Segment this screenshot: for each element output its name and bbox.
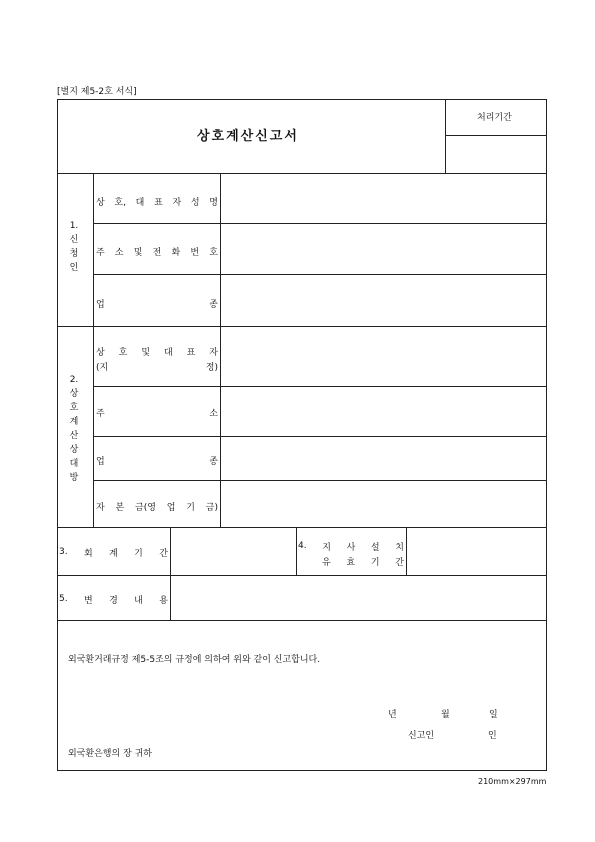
- applicant-name-value[interactable]: [221, 174, 546, 223]
- counterparty-industry-value[interactable]: [221, 437, 546, 480]
- date-year: 년: [388, 710, 397, 720]
- applicant-address-value[interactable]: [221, 224, 546, 274]
- counterparty-capital-label-char: 자: [96, 502, 105, 513]
- accounting-period-label-char: 기: [134, 548, 143, 559]
- applicant-address-label-char: 주: [96, 247, 105, 258]
- section2-title: [62, 373, 86, 485]
- counterparty-industry-label: [96, 454, 218, 466]
- form-code: [별지 제5-2호 서식]: [57, 87, 137, 97]
- counterparty-capital-label: [96, 500, 218, 512]
- counterparty-name-label-char: 호: [118, 347, 128, 358]
- applicant-name-label-char: 표: [154, 197, 163, 208]
- branch-validity-label-char: 간: [395, 557, 404, 568]
- section1-title-char: 인: [69, 263, 79, 273]
- section1-title-char: 신: [69, 235, 79, 245]
- accounting-period-label-char: 간: [159, 548, 168, 559]
- branch-establishment-label: [298, 540, 404, 552]
- applicant-name-label-char: 대: [135, 197, 145, 208]
- seal-label: 인: [488, 731, 497, 741]
- applicant-industry-label: [96, 297, 218, 309]
- counterparty-capital-label-char: 금): [205, 502, 218, 513]
- applicant-name-label-char: 호,: [114, 197, 126, 208]
- counterparty-capital-label-char: 기: [186, 502, 195, 513]
- date-day: 일: [489, 710, 498, 720]
- applicant-name-label: [96, 195, 218, 207]
- branch-validity-value[interactable]: [407, 528, 546, 575]
- branch-validity-label-char: 효: [346, 557, 356, 568]
- branch-establishment-label-char: 4.: [298, 541, 307, 551]
- applicant-industry-label-char: 업: [96, 299, 105, 310]
- counterparty-capital-label-char: 업: [166, 502, 176, 513]
- branch-establishment-label-char: 지: [322, 542, 331, 553]
- date-month: 월: [441, 710, 450, 720]
- declaration-text: 외국환거래규정 제5-5조의 규정에 의하여 위와 같이 신고합니다.: [68, 655, 321, 665]
- counterparty-industry-label-char: 업: [96, 456, 105, 467]
- applicant-name-label-char: 성: [190, 197, 200, 208]
- counterparty-name-label-line2: [96, 360, 218, 372]
- section1-title-char: 1.: [69, 221, 79, 231]
- section2-title-char: 호: [69, 403, 79, 413]
- processing-period-label: 처리기간: [477, 113, 512, 123]
- change-details-label: [59, 593, 168, 605]
- counterparty-name-label-line2-char: 정): [205, 362, 218, 373]
- processing-period-value[interactable]: [446, 136, 546, 173]
- accounting-period-label-char: 회: [83, 548, 93, 559]
- paper-size: 210mm×297mm: [478, 777, 547, 786]
- branch-validity-label-char: 유: [322, 557, 331, 568]
- section2-title-char: 계: [69, 417, 79, 427]
- reporter-label: 신고인: [408, 731, 435, 741]
- change-details-label-char: 내: [134, 595, 143, 606]
- document-title: 상호계산신고서: [197, 129, 299, 144]
- accounting-period-value[interactable]: [171, 528, 296, 575]
- section2-title-char: 산: [69, 431, 79, 441]
- branch-validity-label: [322, 555, 404, 567]
- section2-title-char: 대: [69, 459, 79, 469]
- section2-title-char: 방: [69, 473, 79, 483]
- addressee: 외국환은행의 장 귀하: [68, 749, 152, 759]
- counterparty-address-label-char: 주: [96, 408, 105, 419]
- applicant-address-label: [96, 245, 218, 257]
- change-details-label-char: 5.: [59, 594, 68, 604]
- change-details-label-char: 변: [83, 595, 93, 606]
- counterparty-capital-value[interactable]: [221, 481, 546, 527]
- counterparty-address-label-char: 소: [209, 408, 218, 419]
- applicant-industry-label-char: 종: [209, 299, 218, 310]
- counterparty-address-label: [96, 406, 218, 418]
- branch-establishment-label-char: 치: [395, 542, 404, 553]
- counterparty-name-label: [96, 345, 218, 357]
- accounting-period-label: [59, 546, 168, 558]
- change-details-label-char: 경: [109, 595, 118, 606]
- accounting-period-label-char: 계: [109, 548, 118, 559]
- counterparty-name-label-line2-char: (지: [96, 362, 109, 373]
- counterparty-name-label-char: 상: [96, 347, 105, 358]
- applicant-address-label-char: 소: [114, 247, 124, 258]
- branch-establishment-label-char: 설: [370, 542, 380, 553]
- branch-validity-label-char: 기: [370, 557, 380, 568]
- counterparty-name-value[interactable]: [221, 327, 546, 386]
- counterparty-name-label-char: 대: [163, 347, 173, 358]
- section1-title-char: 청: [69, 249, 79, 259]
- section1-title: [62, 219, 86, 275]
- branch-establishment-label-char: 사: [346, 542, 356, 553]
- change-details-value[interactable]: [171, 576, 546, 620]
- accounting-period-label-char: 3.: [59, 547, 68, 557]
- counterparty-capital-label-char: 본: [115, 502, 125, 513]
- applicant-industry-value[interactable]: [221, 275, 546, 326]
- applicant-name-label-char: 자: [172, 197, 182, 208]
- counterparty-capital-label-char: 금(영: [135, 502, 156, 513]
- applicant-address-label-char: 전: [152, 247, 162, 258]
- change-details-label-char: 용: [159, 595, 168, 606]
- applicant-name-label-char: 명: [209, 197, 218, 208]
- section2-title-char: 2.: [69, 375, 79, 385]
- section2-title-char: 상: [69, 389, 79, 399]
- applicant-address-label-char: 호: [209, 247, 218, 258]
- counterparty-address-value[interactable]: [221, 387, 546, 436]
- applicant-address-label-char: 번: [190, 247, 200, 258]
- counterparty-name-label-char: 및: [141, 347, 151, 358]
- applicant-address-label-char: 및: [133, 247, 143, 258]
- applicant-name-label-char: 상: [96, 197, 105, 208]
- counterparty-industry-label-char: 종: [209, 456, 218, 467]
- applicant-address-label-char: 화: [171, 247, 181, 258]
- counterparty-name-label-char: 표: [186, 347, 196, 358]
- counterparty-name-label-char: 자: [209, 347, 218, 358]
- section2-title-char: 상: [69, 445, 79, 455]
